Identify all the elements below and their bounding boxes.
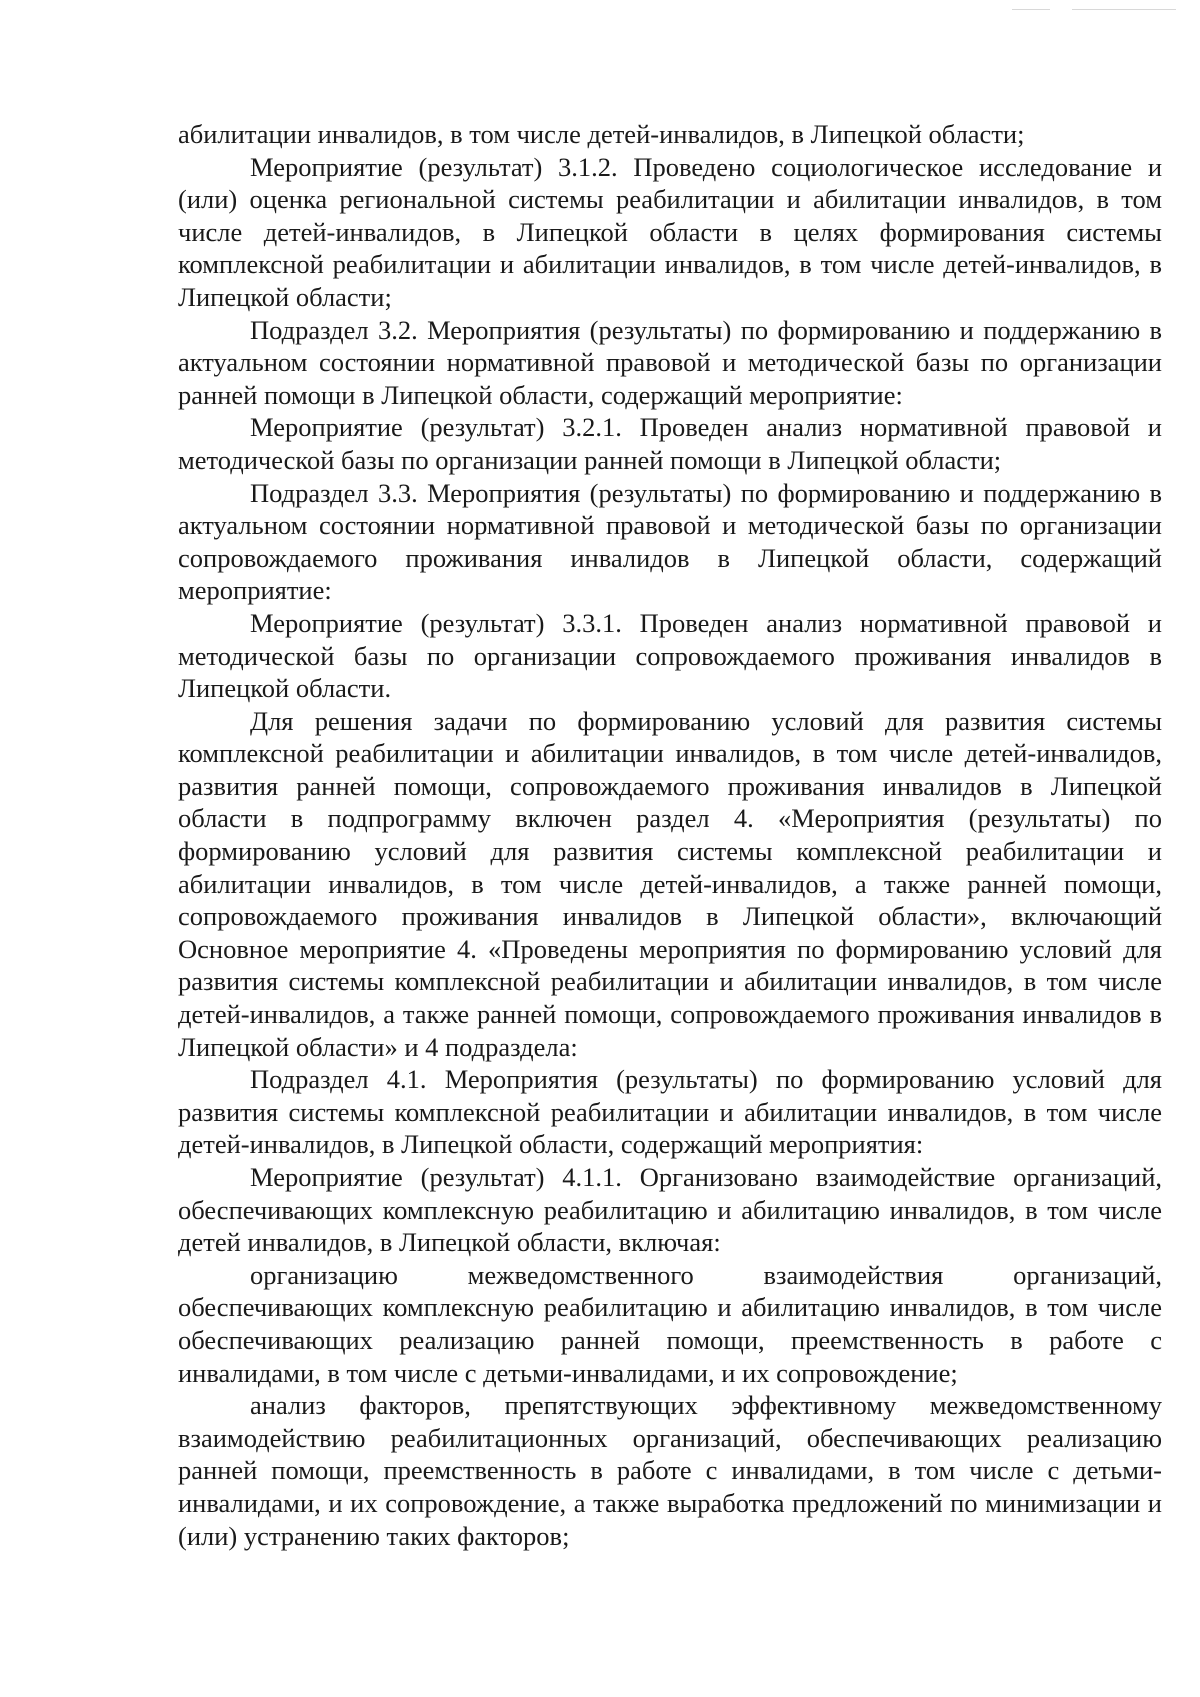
paragraph-measure-4-1-1: Мероприятие (результат) 4.1.1. Организовано взаимодействие организаций, обеспечивающих комплексную реабилитацию и абилитацию инвалидов, в том числе детей инвалидов, в Липецкой области, включая: — [178, 1162, 1162, 1258]
paragraph-measure-3-2-1: Мероприятие (результат) 3.2.1. Проведен анализ нормативной правовой и методической базы по организации ранней помощи в Липецкой области; — [178, 412, 1162, 475]
paragraph-measure-3-3-1: Мероприятие (результат) 3.3.1. Проведен анализ нормативной правовой и методической базы по организации сопровождаемого проживания инвалидов в Липецкой области. — [178, 607, 1162, 704]
paragraph-subsection-4-1: Подраздел 4.1. Мероприятия (результаты) по формированию условий для развития системы комплексной реабилитации и абилитации инвалидов, в том числе детей-инвалидов, в Липецкой области, содержащий мероприятия: — [178, 1064, 1162, 1160]
scan-artifact — [1012, 7, 1182, 13]
paragraph-factor-analysis: анализ факторов, препятствующих эффективному межведомственному взаимодействию реабилитационных организаций, обеспечивающих реализацию ранней помощи, преемственность в работе с инвалидами, в том числе с детьми-инвалидами, и их сопровождение, а также выработка предложений по минимизации и (или) устранению таких факторов; — [178, 1390, 1162, 1551]
paragraph-interagency-cooperation: организацию межведомственного взаимодействия организаций, обеспечивающих комплексную реабилитацию и абилитацию инвалидов, в том числе обеспечивающих реализацию ранней помощи, преемственность в работе с инвалидами, в том числе с детьми-инвалидами, и их сопровождение; — [178, 1259, 1162, 1388]
document-body — [178, 118, 1162, 1552]
paragraph-measure-3-1-2: Мероприятие (результат) 3.1.2. Проведено социологическое исследование и (или) оценка региональной системы реабилитации и абилитации инвалидов, в том числе детей-инвалидов, в Липецкой области в целях формирования системы комплексной реабилитации и абилитации инвалидов, в том числе детей-инвалидов, в Липецкой области; — [178, 151, 1162, 312]
paragraph-subsection-3-2: Подраздел 3.2. Мероприятия (результаты) по формированию и поддержанию в актуальном состоянии нормативной правовой и методической базы по организации ранней помощи в Липецкой области, содержащий мероприятие: — [178, 314, 1162, 410]
scan-mark — [1012, 9, 1050, 10]
paragraph-subsection-3-3: Подраздел 3.3. Мероприятия (результаты) по формированию и поддержанию в актуальном состоянии нормативной правовой и методической базы по организации сопровождаемого проживания инвалидов в Липецкой области, содержащий мероприятие: — [178, 477, 1162, 606]
paragraph-continuation: абилитации инвалидов, в том числе детей-инвалидов, в Липецкой области; — [178, 119, 1025, 149]
paragraph-section-4: Для решения задачи по формированию условий для развития системы комплексной реабилитации и абилитации инвалидов, в том числе детей-инвалидов, развития ранней помощи, сопровождаемого проживания инвалидов в Липецкой области в подпрограмму включен раздел 4. «Мероприятия (результаты) по формированию условий для развития системы комплексной реабилитации и абилитации инвалидов, в том числе детей-инвалидов, а также ранней помощи, сопровождаемого проживания инвалидов в Липецкой области», включающий Основное мероприятие 4. «Проведены мероприятия по формированию условий для развития системы комплексной реабилитации и абилитации инвалидов, в том числе детей-инвалидов, а также ранней помощи, сопровождаемого проживания инвалидов в Липецкой области» и 4 подраздела: — [178, 705, 1162, 1062]
scan-mark — [1072, 9, 1176, 10]
